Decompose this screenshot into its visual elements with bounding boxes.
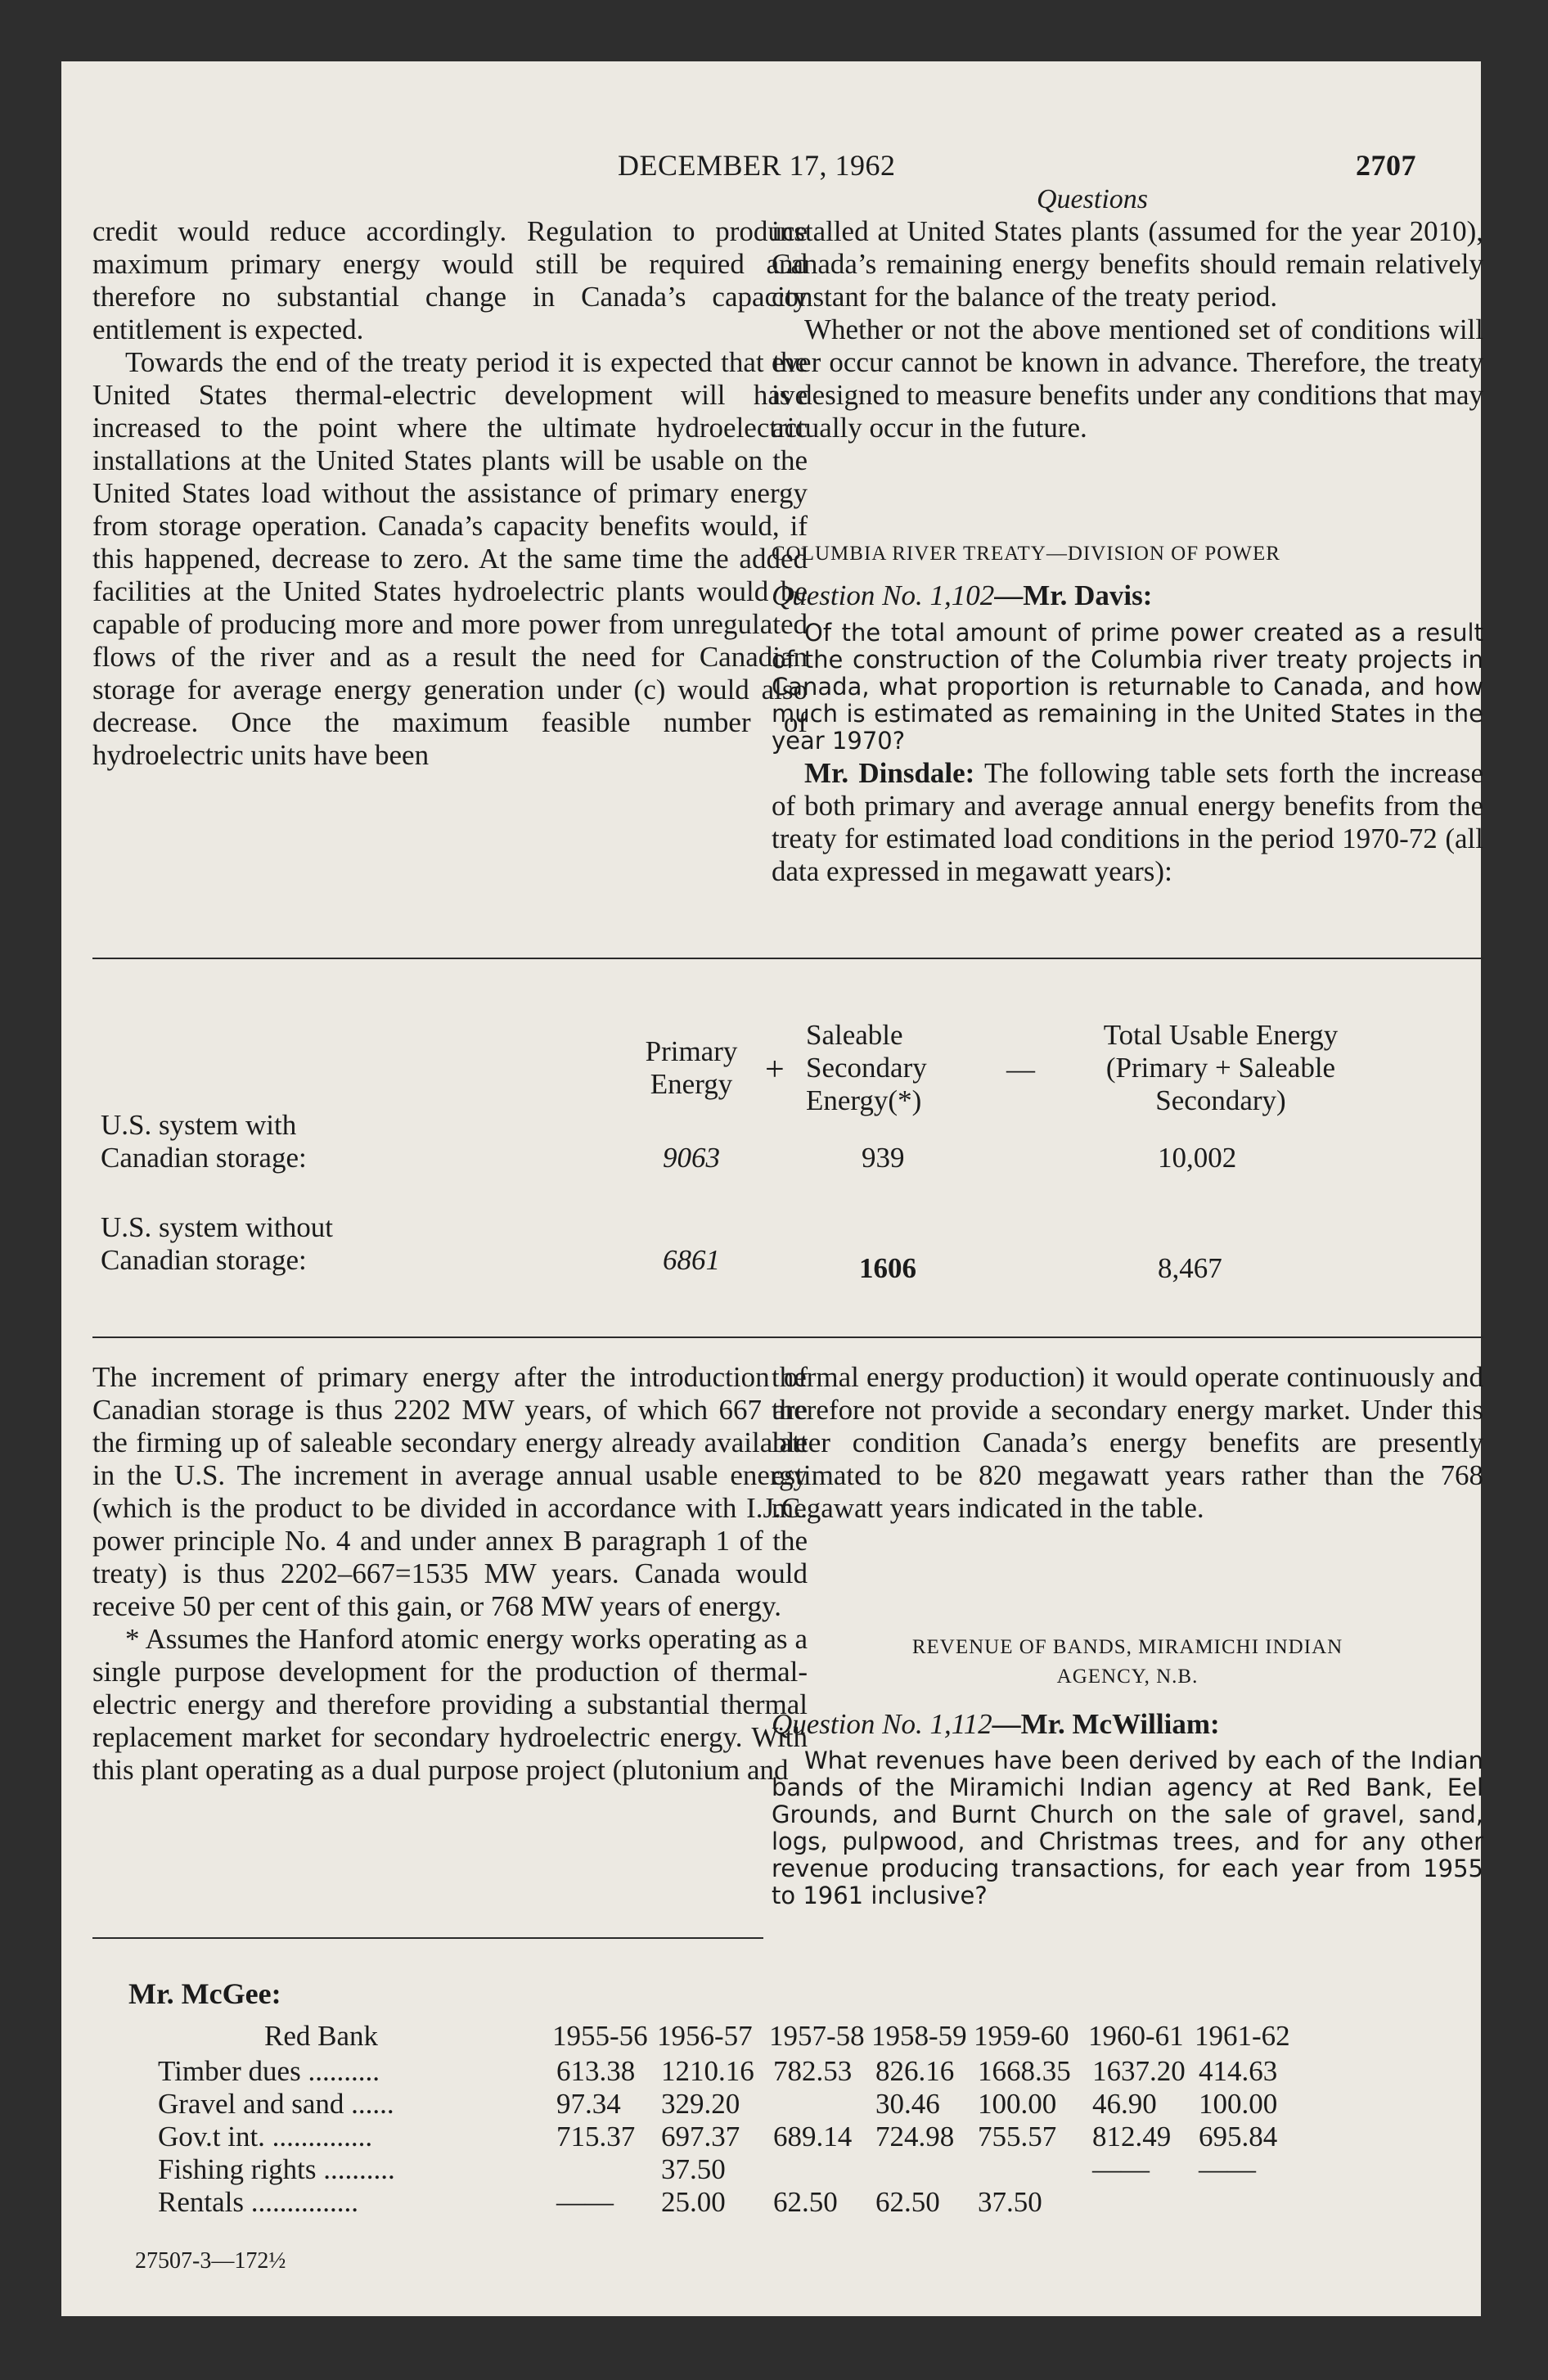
cell-total: 8,467 (1158, 1252, 1222, 1284)
revenue-cell: 62.50 (773, 2186, 838, 2218)
revenue-cell: 724.98 (875, 2121, 955, 2152)
table-top-rule (92, 958, 1483, 959)
col-header-total: Total Usable Energy (Primary + Saleable Secondary) (1103, 1019, 1339, 1116)
answer-block (772, 757, 1483, 888)
question-number: Question No. 1,102 (772, 579, 995, 611)
revenue-cell: 613.38 (556, 2055, 636, 2087)
footer-code: 27507-3—172½ (135, 2248, 286, 2274)
question-line (772, 1708, 1220, 1741)
revenue-cell: 46.90 (1092, 2088, 1157, 2120)
revenue-cell: —— (1199, 2153, 1256, 2185)
cell-primary: 6861 (663, 1244, 720, 1276)
revenue-cell: 1668.35 (978, 2055, 1071, 2087)
question-text: What revenues have been derived by each of the Indian bands of the Miramichi Indian agency at Red Bank, Eel Grounds, and Burnt Church on the sale of gravel, sand, logs, pulpwood, and Christmas trees, and for any other revenue producing transactions, for each year from 1955 to 1961 inclusive? (772, 1747, 1483, 1909)
revenue-cell: 715.37 (556, 2121, 636, 2152)
year-header: 1957-58 (769, 2020, 865, 2052)
revenue-cell: 100.00 (1199, 2088, 1278, 2120)
paragraph: installed at United States plants (assumed for the year 2010), Canada’s remaining energy benefits should remain relatively constant for the balance of the treaty period. (772, 215, 1483, 313)
document-page (61, 61, 1484, 2316)
revenue-cell: 25.00 (661, 2186, 726, 2218)
paragraph: thermal energy production) it would operate continuously and therefore not provide a secondary energy market. Under this latter condition Canada’s energy benefits are presently estimated to be 820 megawatt years rather than the 768 megawatt years indicated in the table. (772, 1361, 1483, 1524)
revenue-cell: 689.14 (773, 2121, 853, 2152)
revenue-row-label: Gravel and sand ...... (158, 2088, 394, 2120)
right-column (772, 215, 1483, 444)
answer-speaker: Mr. McGee: (128, 1977, 281, 2010)
question-line (772, 579, 1152, 612)
revenue-cell: 62.50 (875, 2186, 940, 2218)
answer-text: The following table sets forth the increase of both primary and average annual energy benefits from the treaty for estimated load conditions in the period 1970-72 (all data expressed in megawatt years): (772, 757, 1484, 887)
cell-saleable: 1606 (859, 1252, 916, 1284)
year-header: 1955-56 (552, 2020, 648, 2052)
col-header-saleable: Saleable Secondary Energy(*) (806, 1019, 927, 1116)
left-column-bottom (92, 1361, 808, 1787)
revenue-cell: —— (1092, 2153, 1150, 2185)
left-column (92, 215, 808, 772)
revenue-row-label: Timber dues .......... (158, 2055, 380, 2087)
table-bottom-rule (92, 1336, 1483, 1338)
section-heading: COLUMBIA RIVER TREATY—DIVISION OF POWER (772, 543, 1280, 565)
cell-saleable: 939 (862, 1142, 905, 1174)
question-text: Of the total amount of prime power created as a result of the construction of the Columbia river treaty projects in Canada, what proportion is returnable to Canada, and how much is estimated as remaining in the United States in the year 1970? (772, 619, 1483, 755)
row-label: U.S. system with Canadian storage: (101, 1109, 307, 1174)
cell-primary: 9063 (663, 1142, 720, 1174)
year-header: 1958-59 (871, 2020, 967, 2052)
row-label: U.S. system without Canadian storage: (101, 1211, 333, 1276)
minus-sign: — (1006, 1053, 1035, 1085)
footnote: * Assumes the Hanford atomic energy works operating as a single purpose development for the production of thermal-electric energy and therefore providing a substantial thermal replacement market for secondary hydroelectric energy. With this plant operating as a dual purpose project (plutonium and (92, 1623, 808, 1786)
revenue-cell: 97.34 (556, 2088, 621, 2120)
revenue-cell: 329.20 (661, 2088, 740, 2120)
question-asker: —Mr. Davis: (994, 579, 1153, 611)
question-asker: —Mr. McWilliam: (992, 1708, 1220, 1740)
revenue-cell: 37.50 (978, 2186, 1042, 2218)
revenue-cell: 1637.20 (1092, 2055, 1186, 2087)
paragraph: credit would reduce accordingly. Regulation to produce maximum primary energy would still be required and therefore no substantial change in Canada’s capacity entitlement is expected. (92, 215, 808, 345)
revenue-row-label: Gov.t int. .............. (158, 2121, 373, 2152)
revenue-row-label: Rentals ............... (158, 2186, 358, 2218)
revenue-cell: —— (556, 2186, 614, 2218)
revenue-cell: 1210.16 (661, 2055, 754, 2087)
revenue-row-label: Fishing rights .......... (158, 2153, 395, 2185)
revenue-cell: 414.63 (1199, 2055, 1278, 2087)
year-header: 1961-62 (1195, 2020, 1290, 2052)
plus-sign: + (765, 1051, 785, 1089)
cell-total: 10,002 (1158, 1142, 1237, 1174)
answer-speaker: Mr. Dinsdale: (804, 757, 975, 789)
right-column-bottom (772, 1361, 1483, 1525)
header-date: DECEMBER 17, 1962 (618, 149, 896, 182)
paragraph: Whether or not the above mentioned set of conditions will ever occur cannot be known in advance. Therefore, the treaty is designed to measure benefits under any conditions that may actually occur in the future. (772, 313, 1483, 444)
section-label: Questions (1037, 184, 1148, 214)
revenue-cell: 100.00 (978, 2088, 1057, 2120)
year-header: 1956-57 (657, 2020, 753, 2052)
revenue-cell: 37.50 (661, 2153, 726, 2185)
column-end-rule (92, 1937, 763, 1939)
revenue-cell: 755.57 (978, 2121, 1057, 2152)
revenue-cell: 812.49 (1092, 2121, 1172, 2152)
paragraph: Towards the end of the treaty period it is expected that the United States thermal-electric development will have increased to the point where the ultimate hydroelectric installations at the United States plants will be usable on the United States load without the assistance of primary energy from storage operation. Canada’s capacity benefits would, if this happened, decrease to zero. At the same time the added facilities at the United States hydroelectric plants would be capable of producing more and more power from unregulated flows of the river and as a result the need for Canadian storage for average energy generation under (c) would also decrease. Once the maximum feasible number of hydroelectric units have been (92, 346, 808, 771)
revenue-cell: 695.84 (1199, 2121, 1278, 2152)
col-header-primary: Primary Energy (645, 1035, 738, 1100)
band-name: Red Bank (264, 2020, 379, 2052)
page-number: 2707 (1356, 149, 1416, 182)
year-header: 1959-60 (974, 2020, 1069, 2052)
question-number: Question No. 1,112 (772, 1708, 992, 1740)
revenue-cell: 826.16 (875, 2055, 955, 2087)
paragraph: The increment of primary energy after the introduction of Canadian storage is thus 2202 MW years, of which 667 are the firming up of saleable secondary energy already available in the U.S. The increment in average annual usable energy (which is the product to be divided in accordance with I.J.C. power principle No. 4 and under annex B paragraph 1 of the treaty) is thus 2202–667=1535 MW years. Canada would receive 50 per cent of this gain, or 768 MW years of energy. (92, 1361, 808, 1622)
section-heading: REVENUE OF BANDS, MIRAMICHI INDIAN AGENCY, N.B. (911, 1636, 1343, 1688)
revenue-cell: 30.46 (875, 2088, 940, 2120)
revenue-cell: 697.37 (661, 2121, 740, 2152)
revenue-cell: 782.53 (773, 2055, 853, 2087)
year-header: 1960-61 (1088, 2020, 1184, 2052)
